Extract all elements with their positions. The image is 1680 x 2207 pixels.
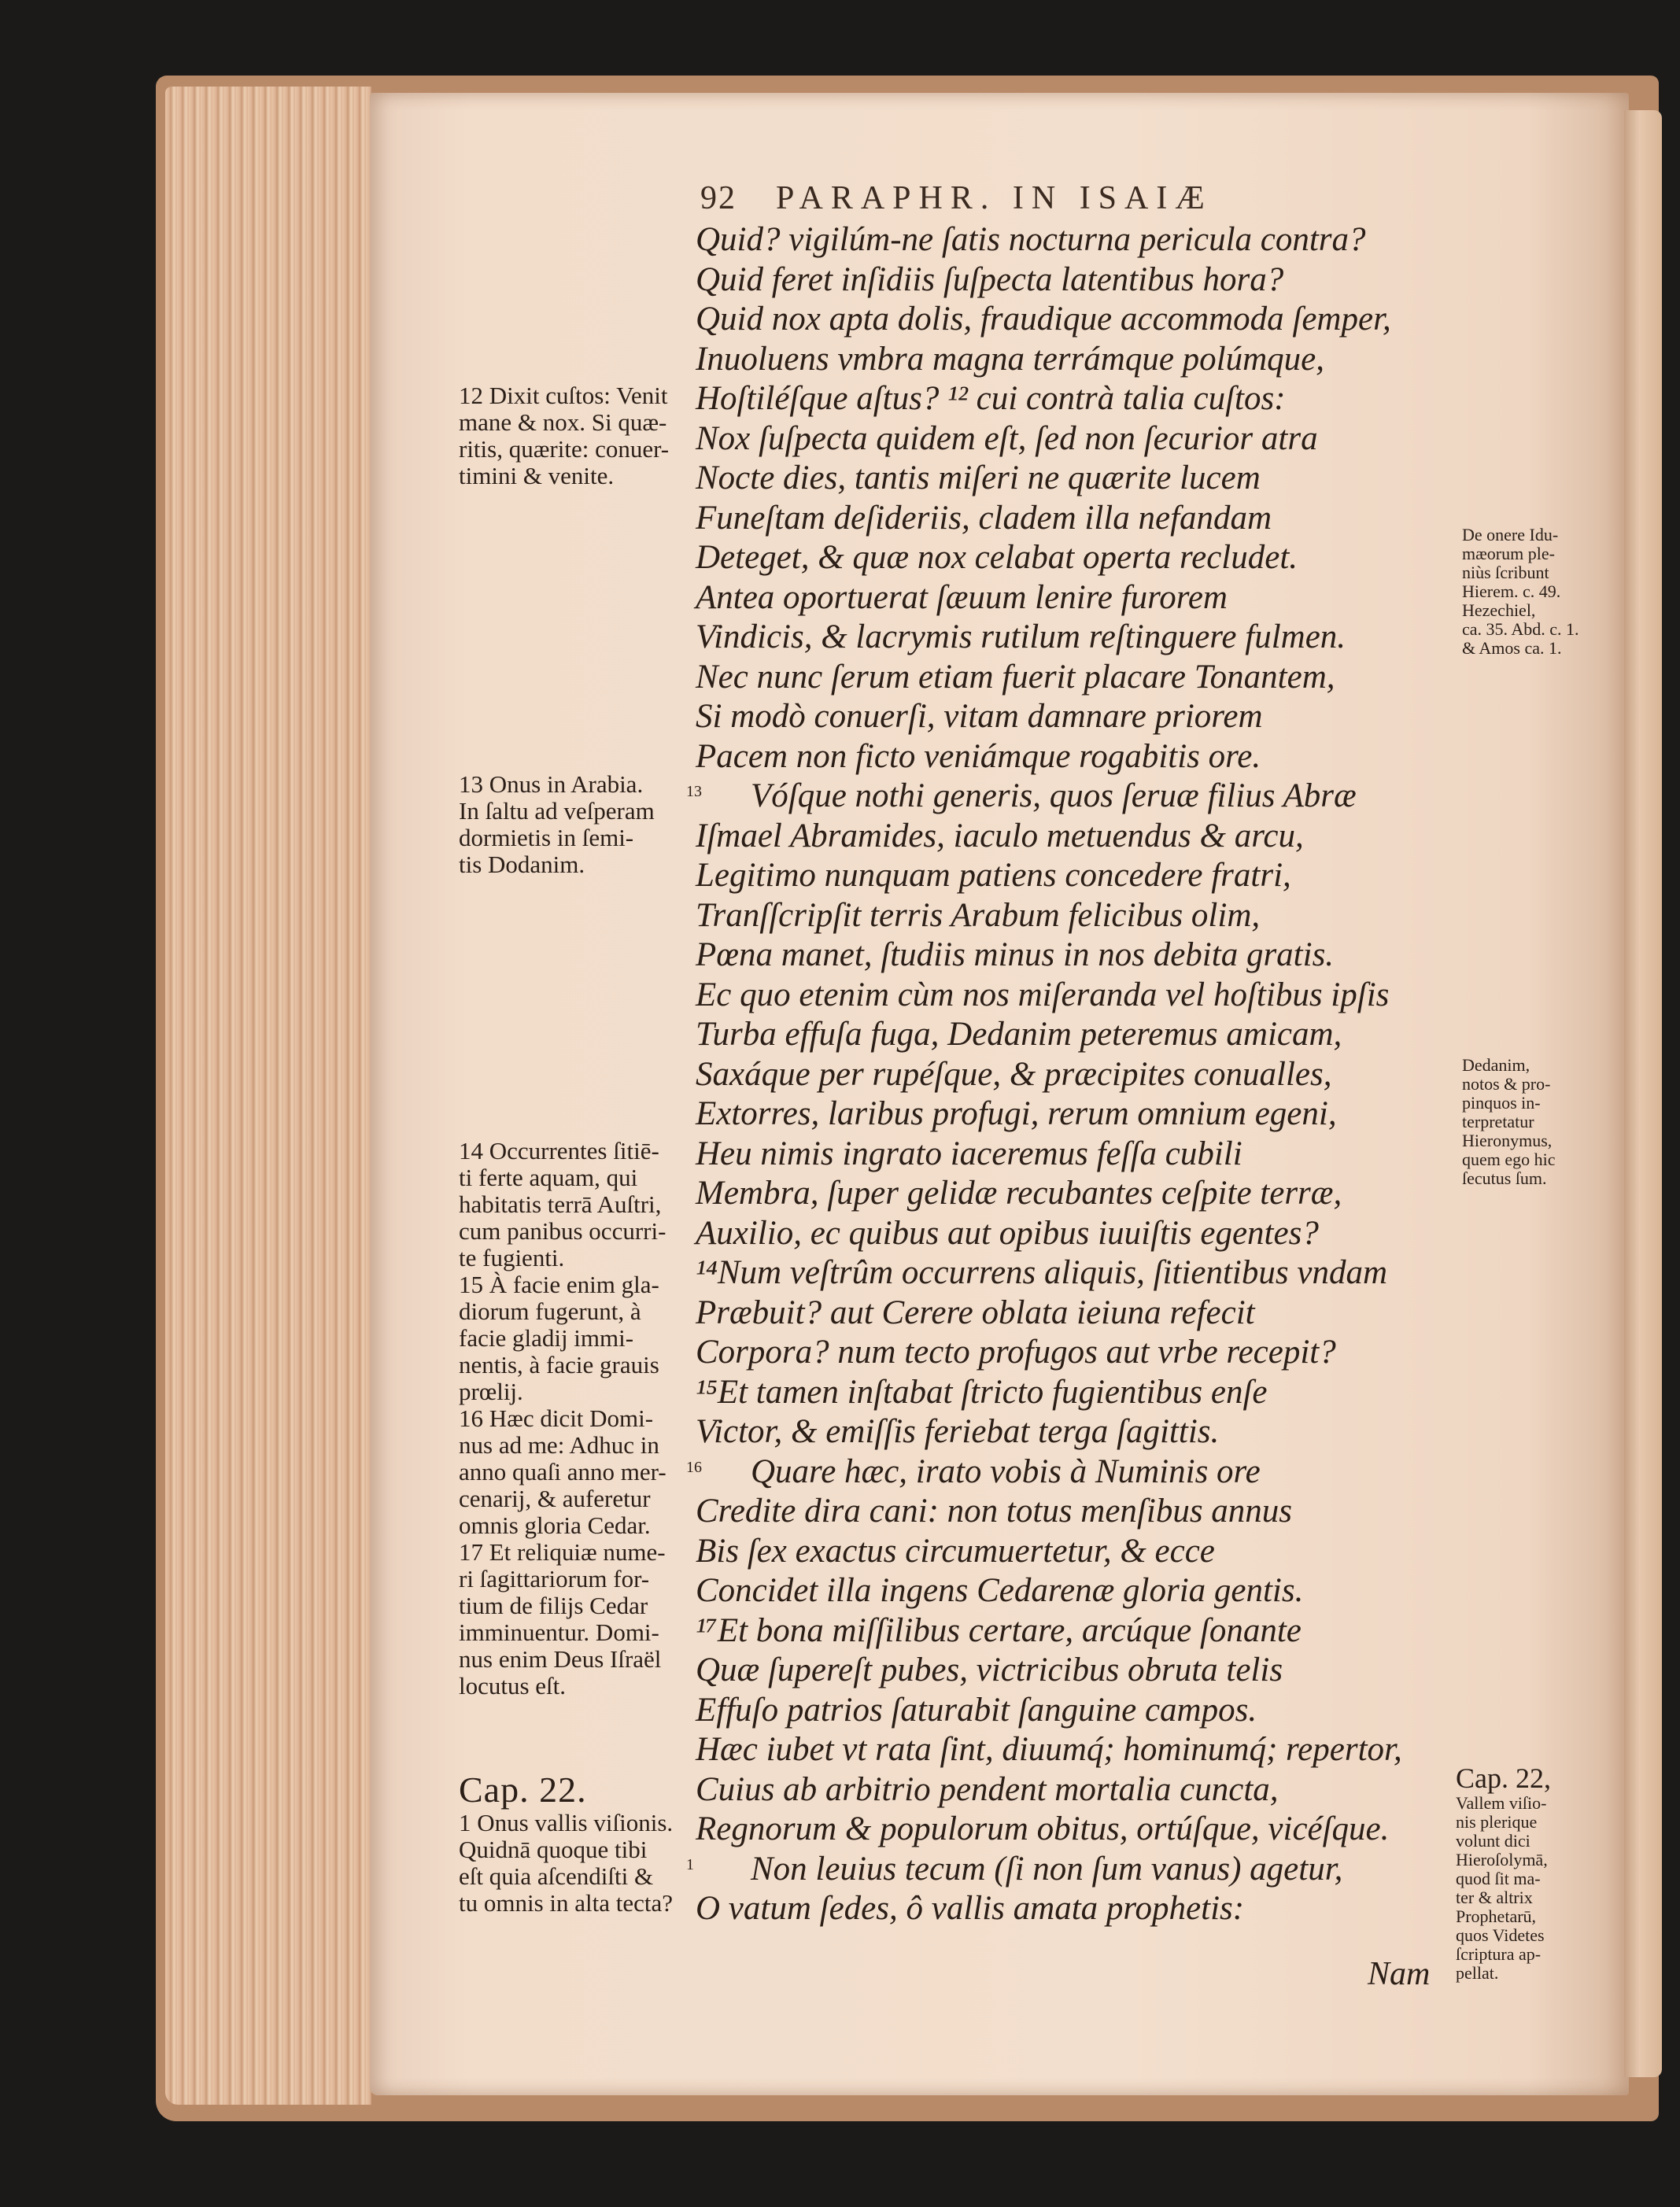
verse-line-text: ¹⁴Num veſtrûm occurrens aliquis, ſitientibus vndam bbox=[696, 1254, 1388, 1291]
verse-line bbox=[686, 1452, 1451, 1493]
verse-line-text: ¹⁵Et tamen inſtabat ſtricto fugientibus enſe bbox=[696, 1373, 1268, 1411]
verse-line bbox=[696, 499, 1451, 539]
verse-line bbox=[696, 1571, 1451, 1611]
right-note-line: quos Videtes bbox=[1456, 1925, 1545, 1945]
verse-line-text: Concidet illa ingens Cedarenæ gloria gentis. bbox=[696, 1572, 1304, 1609]
verse-line-text: Quæ ſupereſt pubes, victricibus obruta telis bbox=[696, 1652, 1283, 1688]
verse-line-text: Præbuit? aut Cerere oblata ieiuna refecit bbox=[696, 1294, 1255, 1331]
verse-line bbox=[686, 1850, 1451, 1890]
right-note-line: Hieroſolymā, bbox=[1456, 1850, 1548, 1869]
left-note-line: ti ferte aquam, qui bbox=[459, 1164, 638, 1191]
verse-line bbox=[696, 1532, 1451, 1572]
verse-line bbox=[696, 419, 1451, 459]
verse-line bbox=[696, 1055, 1451, 1095]
right-note-block bbox=[1456, 1762, 1551, 1983]
verse-line bbox=[696, 1611, 1451, 1652]
verse-line-text: Nec nunc ſerum etiam fuerit placare Tonantem, bbox=[696, 658, 1335, 696]
verse-line-text: Bis ſex exactus circumuertetur, & ecce bbox=[696, 1532, 1215, 1570]
left-note-line: nus enim Deus Iſraël bbox=[459, 1645, 662, 1673]
chapter-heading-right: Cap. 22, bbox=[1456, 1762, 1551, 1794]
verse-line-text: Quid feret inſidiis ſuſpecta latentibus hora? bbox=[696, 260, 1284, 298]
left-note-line: imminuentur. Domi- bbox=[459, 1618, 659, 1646]
verse-line-text: Iſmael Abramides, iaculo metuendus & arcu, bbox=[696, 817, 1304, 854]
verse-line-text: Hæc iubet vt rata ſint, diuumq́; hominumq́; repertor, bbox=[696, 1731, 1402, 1768]
verse-line-text: Deteget, & quæ nox celabat operta recludet. bbox=[696, 539, 1298, 576]
verse-line bbox=[696, 1253, 1451, 1294]
verse-line bbox=[696, 260, 1451, 301]
right-note-line: Dedanim, bbox=[1462, 1055, 1530, 1075]
verse-line bbox=[696, 976, 1451, 1016]
verse-line-text: Effuſo patrios ſaturabit ſanguine campos. bbox=[696, 1691, 1257, 1729]
right-note-line: Hezechiel, bbox=[1462, 600, 1536, 620]
verse-line bbox=[696, 1770, 1451, 1810]
left-note-line: 13 Onus in Arabia. bbox=[459, 770, 644, 798]
facing-page-edge bbox=[1624, 110, 1662, 2077]
left-note-line: 14 Occurrentes ſitiē- bbox=[459, 1137, 659, 1164]
verse-line bbox=[696, 538, 1451, 578]
verse-line-text: Vindicis, & lacrymis rutilum reſtinguere fulmen. bbox=[696, 618, 1346, 655]
verse-line-text: Cuius ab arbitrio pendent mortalia cuncta, bbox=[696, 1770, 1279, 1808]
left-note-line: facie gladij immi- bbox=[459, 1324, 634, 1352]
verse-line bbox=[696, 618, 1451, 658]
left-note-line: cenarij, & auferetur bbox=[459, 1485, 651, 1512]
right-note-line: pinquos in- bbox=[1462, 1093, 1541, 1113]
verse-line-text: Credite dira cani: non totus menſibus annus bbox=[696, 1493, 1293, 1530]
right-note-line: ſcriptura ap- bbox=[1456, 1944, 1542, 1964]
left-note-line: timini & venite. bbox=[459, 462, 615, 489]
verse-line-text: Nocte dies, tantis miſeri ne quærite lucem bbox=[696, 459, 1261, 496]
verse-line bbox=[696, 1333, 1451, 1373]
left-note-line: eſt quia aſcendiſti & bbox=[459, 1862, 654, 1890]
verse-line-text: Legitimo nunquam patiens concedere fratri, bbox=[696, 857, 1291, 894]
left-note-line: diorum fugerunt, à bbox=[459, 1297, 641, 1325]
verse-line-text: Heu nimis ingrato iaceremus feſſa cubili bbox=[696, 1135, 1242, 1172]
verse-line bbox=[696, 896, 1451, 936]
verse-line-text: Saxáque per rupéſque, & præcipites conualles, bbox=[696, 1055, 1332, 1093]
right-note-line: volunt dici bbox=[1456, 1831, 1530, 1851]
right-note-line: & Amos ca. 1. bbox=[1462, 638, 1562, 658]
verse-line bbox=[696, 1691, 1451, 1731]
verse-line bbox=[696, 1135, 1451, 1175]
verse-line-text: Pacem non ficto veniámque rogabitis ore. bbox=[696, 737, 1261, 775]
verse-marker: 16 bbox=[686, 1458, 702, 1476]
left-note-line: ritis, quærite: conuer- bbox=[459, 435, 670, 463]
verse-line-text: Auxilio, ec quibus aut opibus iuuiſtis egentes? bbox=[696, 1214, 1319, 1252]
right-note-line: terpretatur bbox=[1462, 1112, 1534, 1131]
verse-line bbox=[696, 1174, 1451, 1214]
right-note-line: ter & altrix bbox=[1456, 1888, 1533, 1907]
running-header bbox=[700, 179, 1213, 217]
verse-line bbox=[696, 220, 1451, 260]
left-note-line: 12 Dixit cuſtos: Venit bbox=[459, 382, 668, 409]
verse-line bbox=[696, 1412, 1451, 1452]
left-note-line: nus ad me: Adhuc in bbox=[459, 1431, 659, 1459]
verse-line bbox=[696, 1214, 1451, 1254]
right-note-line: nis plerique bbox=[1456, 1812, 1538, 1832]
verse-line bbox=[696, 1373, 1451, 1413]
verse-line bbox=[696, 1492, 1451, 1532]
verse-line bbox=[696, 697, 1451, 737]
left-note-line: Quidnā quoque tibi bbox=[459, 1836, 648, 1863]
left-note-line: anno quaſi anno mer- bbox=[459, 1458, 666, 1485]
verse-marker: 1 bbox=[686, 1855, 694, 1873]
verse-line-text: Vóſque nothi generis, quos ſeruæ filius Abræ bbox=[751, 777, 1357, 814]
left-note-line: 1 Onus vallis viſionis. bbox=[459, 1809, 674, 1836]
verse-line-text: Tranſſcripſit terris Arabum felicibus olim, bbox=[696, 896, 1261, 934]
verse-line-text: Inuoluens vmbra magna terrámque polúmque, bbox=[696, 340, 1324, 378]
verse-line bbox=[696, 578, 1451, 618]
left-note-line: omnis gloria Cedar. bbox=[459, 1511, 651, 1539]
page-number: 92 bbox=[700, 180, 737, 216]
left-note-block bbox=[459, 382, 687, 489]
left-note-block bbox=[459, 771, 687, 878]
verse-line-text: Quare hæc, irato vobis à Numinis ore bbox=[751, 1452, 1261, 1490]
left-note-line: mane & nox. Si quæ- bbox=[459, 408, 667, 436]
verse-line bbox=[696, 1810, 1451, 1850]
left-note-line: 15 À facie enim gla- bbox=[459, 1271, 659, 1298]
verse-line-text: Pœna manet, ſtudiis minus in nos debita gratis. bbox=[696, 936, 1335, 973]
verse-line bbox=[696, 936, 1451, 976]
verse-line-text: Quid? vigilúm-ne ſatis nocturna pericula contra? bbox=[696, 221, 1366, 258]
verse-line-text: Nox ſuſpecta quidem eſt, ſed non ſecurior atra bbox=[696, 419, 1318, 457]
verse-line bbox=[696, 1889, 1451, 1929]
right-note-line: Hieronymus, bbox=[1462, 1131, 1553, 1150]
right-note-line: quem ego hic bbox=[1462, 1150, 1556, 1169]
left-note-line: prœlij. bbox=[459, 1378, 523, 1405]
left-note-line: In ſaltu ad veſperam bbox=[459, 797, 655, 825]
left-note-line: tu omnis in alta tecta? bbox=[459, 1889, 674, 1917]
catchword: Nam bbox=[1368, 1956, 1431, 1992]
left-note-block bbox=[459, 1770, 687, 1917]
left-note-line: locutus eſt. bbox=[459, 1672, 567, 1700]
right-note-line: pellat. bbox=[1456, 1963, 1499, 1983]
verse-line-text: Regnorum & populorum obitus, ortúſque, vicéſque. bbox=[696, 1810, 1390, 1847]
verse-line bbox=[696, 1015, 1451, 1055]
verse-line bbox=[696, 1651, 1451, 1691]
main-verse-text bbox=[686, 220, 1451, 1929]
verse-line bbox=[696, 1730, 1451, 1770]
verse-line-text: Non leuius tecum (ſi non ſum vanus) agetur, bbox=[751, 1850, 1343, 1888]
verse-line bbox=[696, 300, 1451, 340]
right-note-block bbox=[1462, 526, 1578, 658]
left-note-line: tium de filijs Cedar bbox=[459, 1592, 648, 1619]
verse-line-text: Turba effuſa fuga, Dedanim peteremus amicam, bbox=[696, 1016, 1342, 1053]
left-note-line: 16 Hæc dicit Domi- bbox=[459, 1404, 654, 1432]
verse-line-text: ¹⁷Et bona miſſilibus certare, arcúque ſonante bbox=[696, 1611, 1302, 1649]
verse-line bbox=[696, 658, 1451, 698]
left-note-line: cum panibus occurri- bbox=[459, 1217, 666, 1245]
chapter-heading: Cap. 22. bbox=[459, 1770, 587, 1810]
verse-line-text: Membra, ſuper gelidæ recubantes ceſpite terræ, bbox=[696, 1175, 1342, 1212]
right-note-line: mæorum ple- bbox=[1462, 544, 1555, 563]
verse-line bbox=[696, 737, 1451, 777]
right-note-line: niùs ſcribunt bbox=[1462, 563, 1549, 582]
right-note-line: Hierem. c. 49. bbox=[1462, 581, 1561, 601]
left-note-line: 17 Et reliquiæ nume- bbox=[459, 1538, 666, 1566]
verse-line-text: Hoſtiléſque aſtus? ¹² cui contrà talia cuſtos: bbox=[696, 380, 1286, 417]
verse-line-text: Funeſtam deſideriis, cladem illa nefandam bbox=[696, 499, 1272, 537]
left-note-block bbox=[459, 1138, 687, 1700]
verse-line-text: Antea oportuerat ſæuum lenire furorem bbox=[696, 578, 1228, 616]
right-note-line: De onere Idu- bbox=[1462, 525, 1559, 544]
verse-line-text: Extorres, laribus profugi, rerum omnium egeni, bbox=[696, 1095, 1337, 1132]
left-note-line: habitatis terrā Auſtri, bbox=[459, 1190, 662, 1218]
verse-line-text: Quid nox apta dolis, fraudique accommoda ſemper, bbox=[696, 301, 1391, 338]
left-note-line: te fugienti. bbox=[459, 1244, 565, 1271]
verse-line bbox=[686, 777, 1451, 817]
verse-line bbox=[696, 817, 1451, 857]
left-note-line: ri ſagittariorum for- bbox=[459, 1565, 650, 1593]
verse-line bbox=[696, 856, 1451, 896]
right-note-block bbox=[1462, 1056, 1556, 1188]
verse-line bbox=[696, 1094, 1451, 1135]
verse-line bbox=[696, 1294, 1451, 1334]
left-note-line: tis Dodanim. bbox=[459, 851, 585, 878]
right-note-line: quod ſit ma- bbox=[1456, 1869, 1541, 1888]
verse-marker: 13 bbox=[686, 783, 702, 800]
verse-line bbox=[696, 340, 1451, 380]
left-note-line: dormietis in ſemi- bbox=[459, 824, 634, 851]
left-note-line: nentis, à facie grauis bbox=[459, 1351, 659, 1378]
right-note-line: Prophetarū, bbox=[1456, 1906, 1537, 1926]
running-title: PARAPHR. IN ISAIÆ bbox=[776, 180, 1213, 216]
verse-line-text: O vatum ſedes, ô vallis amata prophetis: bbox=[696, 1890, 1245, 1927]
page-edges bbox=[165, 87, 371, 2105]
verse-line-text: Si modò conuerſi, vitam damnare priorem bbox=[696, 698, 1263, 735]
right-note-line: ca. 35. Abd. c. 1. bbox=[1462, 619, 1579, 639]
right-note-line: ſecutus ſum. bbox=[1462, 1168, 1547, 1188]
verse-line-text: Victor, & emiſſis feriebat terga ſagittis. bbox=[696, 1413, 1220, 1450]
verse-line-text: Ec quo etenim cùm nos miſeranda vel hoſtibus ipſis bbox=[696, 976, 1390, 1013]
verse-line bbox=[696, 379, 1451, 419]
verse-line-text: Corpora? num tecto profugos aut vrbe recepit? bbox=[696, 1334, 1336, 1371]
right-note-line: notos & pro- bbox=[1462, 1074, 1551, 1094]
right-note-line: Vallem viſio- bbox=[1456, 1793, 1547, 1813]
verse-line bbox=[696, 459, 1451, 499]
